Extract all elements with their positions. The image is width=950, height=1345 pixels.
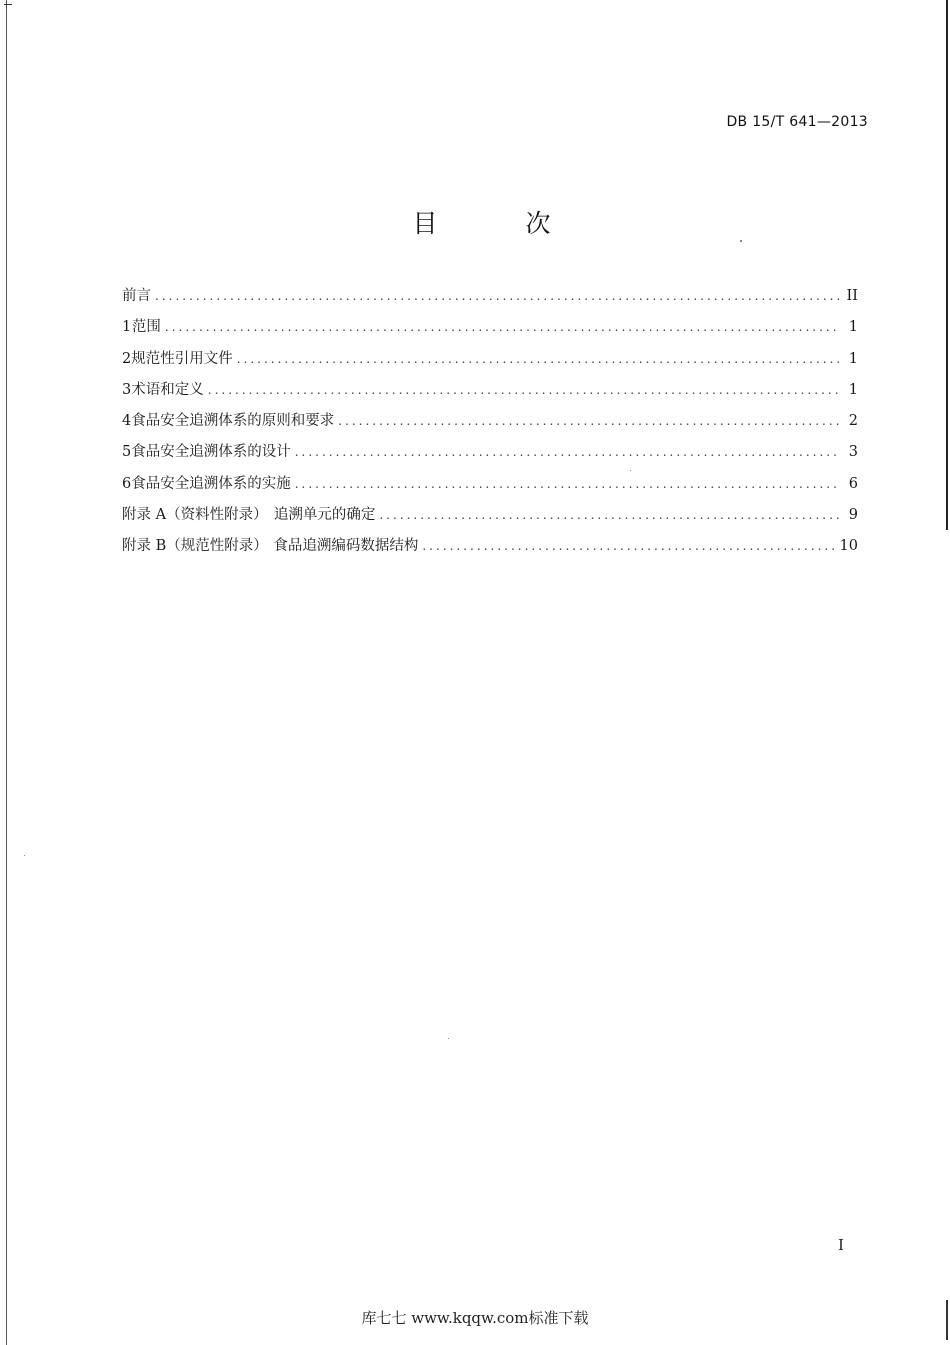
toc-entry-prefix: 附录 A（资料性附录） (122, 507, 268, 524)
toc-entry-title: 追溯单元的确定 (273, 507, 376, 524)
toc-leader-dots (165, 320, 840, 334)
toc-entry-title: 规范性引用文件 (131, 350, 233, 367)
toc-leader-dots (208, 383, 840, 397)
toc-entry-page: 10 (839, 538, 858, 555)
toc-entry-page: 6 (848, 475, 858, 492)
scan-edge-right (946, 0, 948, 530)
toc-entry-appendix-b[interactable] (122, 534, 858, 565)
scan-speck (630, 470, 631, 471)
toc-entry-design[interactable] (122, 440, 858, 471)
toc-leader-dots (155, 289, 840, 303)
toc-title: 目 次 (412, 209, 591, 238)
scan-edge-tick (4, 4, 12, 5)
toc-entry-scope[interactable] (122, 315, 858, 346)
toc-entry-title: 术语和定义 (131, 381, 204, 398)
toc-entry-page: 3 (848, 444, 858, 461)
toc-entry-principles[interactable] (122, 409, 858, 440)
toc-entry-title: 前言 (122, 288, 151, 304)
toc-entry-title: 食品安全追溯体系的设计 (131, 444, 291, 461)
toc-entry-page: 9 (848, 507, 858, 524)
toc-entry-number: 2 (122, 350, 132, 367)
toc-entry-appendix-a[interactable] (122, 503, 858, 534)
toc-leader-dots (422, 539, 835, 553)
scan-edge-left (6, 0, 7, 1345)
toc-leader-dots (338, 414, 840, 428)
toc-leader-dots (379, 508, 840, 522)
table-of-contents (122, 284, 858, 566)
toc-entry-page: 2 (848, 413, 858, 430)
toc-leader-dots (295, 445, 840, 459)
scan-speck (448, 1038, 449, 1039)
footer-watermark-text: 库七七 www.kqqw.com标准下载 (361, 1309, 589, 1327)
toc-entry-page: 1 (848, 319, 858, 336)
toc-entry-title: 食品安全追溯体系的实施 (131, 475, 291, 492)
toc-entry-foreword[interactable] (122, 284, 858, 315)
toc-entry-normative-references[interactable] (122, 347, 858, 378)
toc-entry-terms-definitions[interactable] (122, 378, 858, 409)
scan-speck (740, 240, 742, 242)
toc-leader-dots (237, 352, 840, 366)
toc-entry-number: 3 (122, 381, 132, 398)
scan-speck (24, 855, 25, 856)
toc-entry-number: 5 (122, 444, 132, 461)
toc-entry-number: 6 (122, 475, 132, 492)
toc-entry-page: 1 (848, 350, 858, 367)
toc-entry-number: 1 (122, 319, 132, 336)
toc-leader-dots (295, 477, 840, 491)
toc-entry-prefix: 附录 B（规范性附录） (122, 538, 268, 555)
page-number: I (838, 1236, 844, 1254)
toc-entry-implementation[interactable] (122, 472, 858, 503)
toc-entry-page: II (846, 288, 858, 304)
toc-entry-title: 食品追溯编码数据结构 (273, 538, 419, 555)
document-code: DB 15/T 641—2013 (726, 114, 868, 130)
toc-entry-title: 范围 (131, 319, 161, 336)
toc-entry-number: 4 (122, 413, 132, 430)
toc-entry-title: 食品安全追溯体系的原则和要求 (131, 413, 335, 430)
toc-entry-page: 1 (848, 381, 858, 398)
